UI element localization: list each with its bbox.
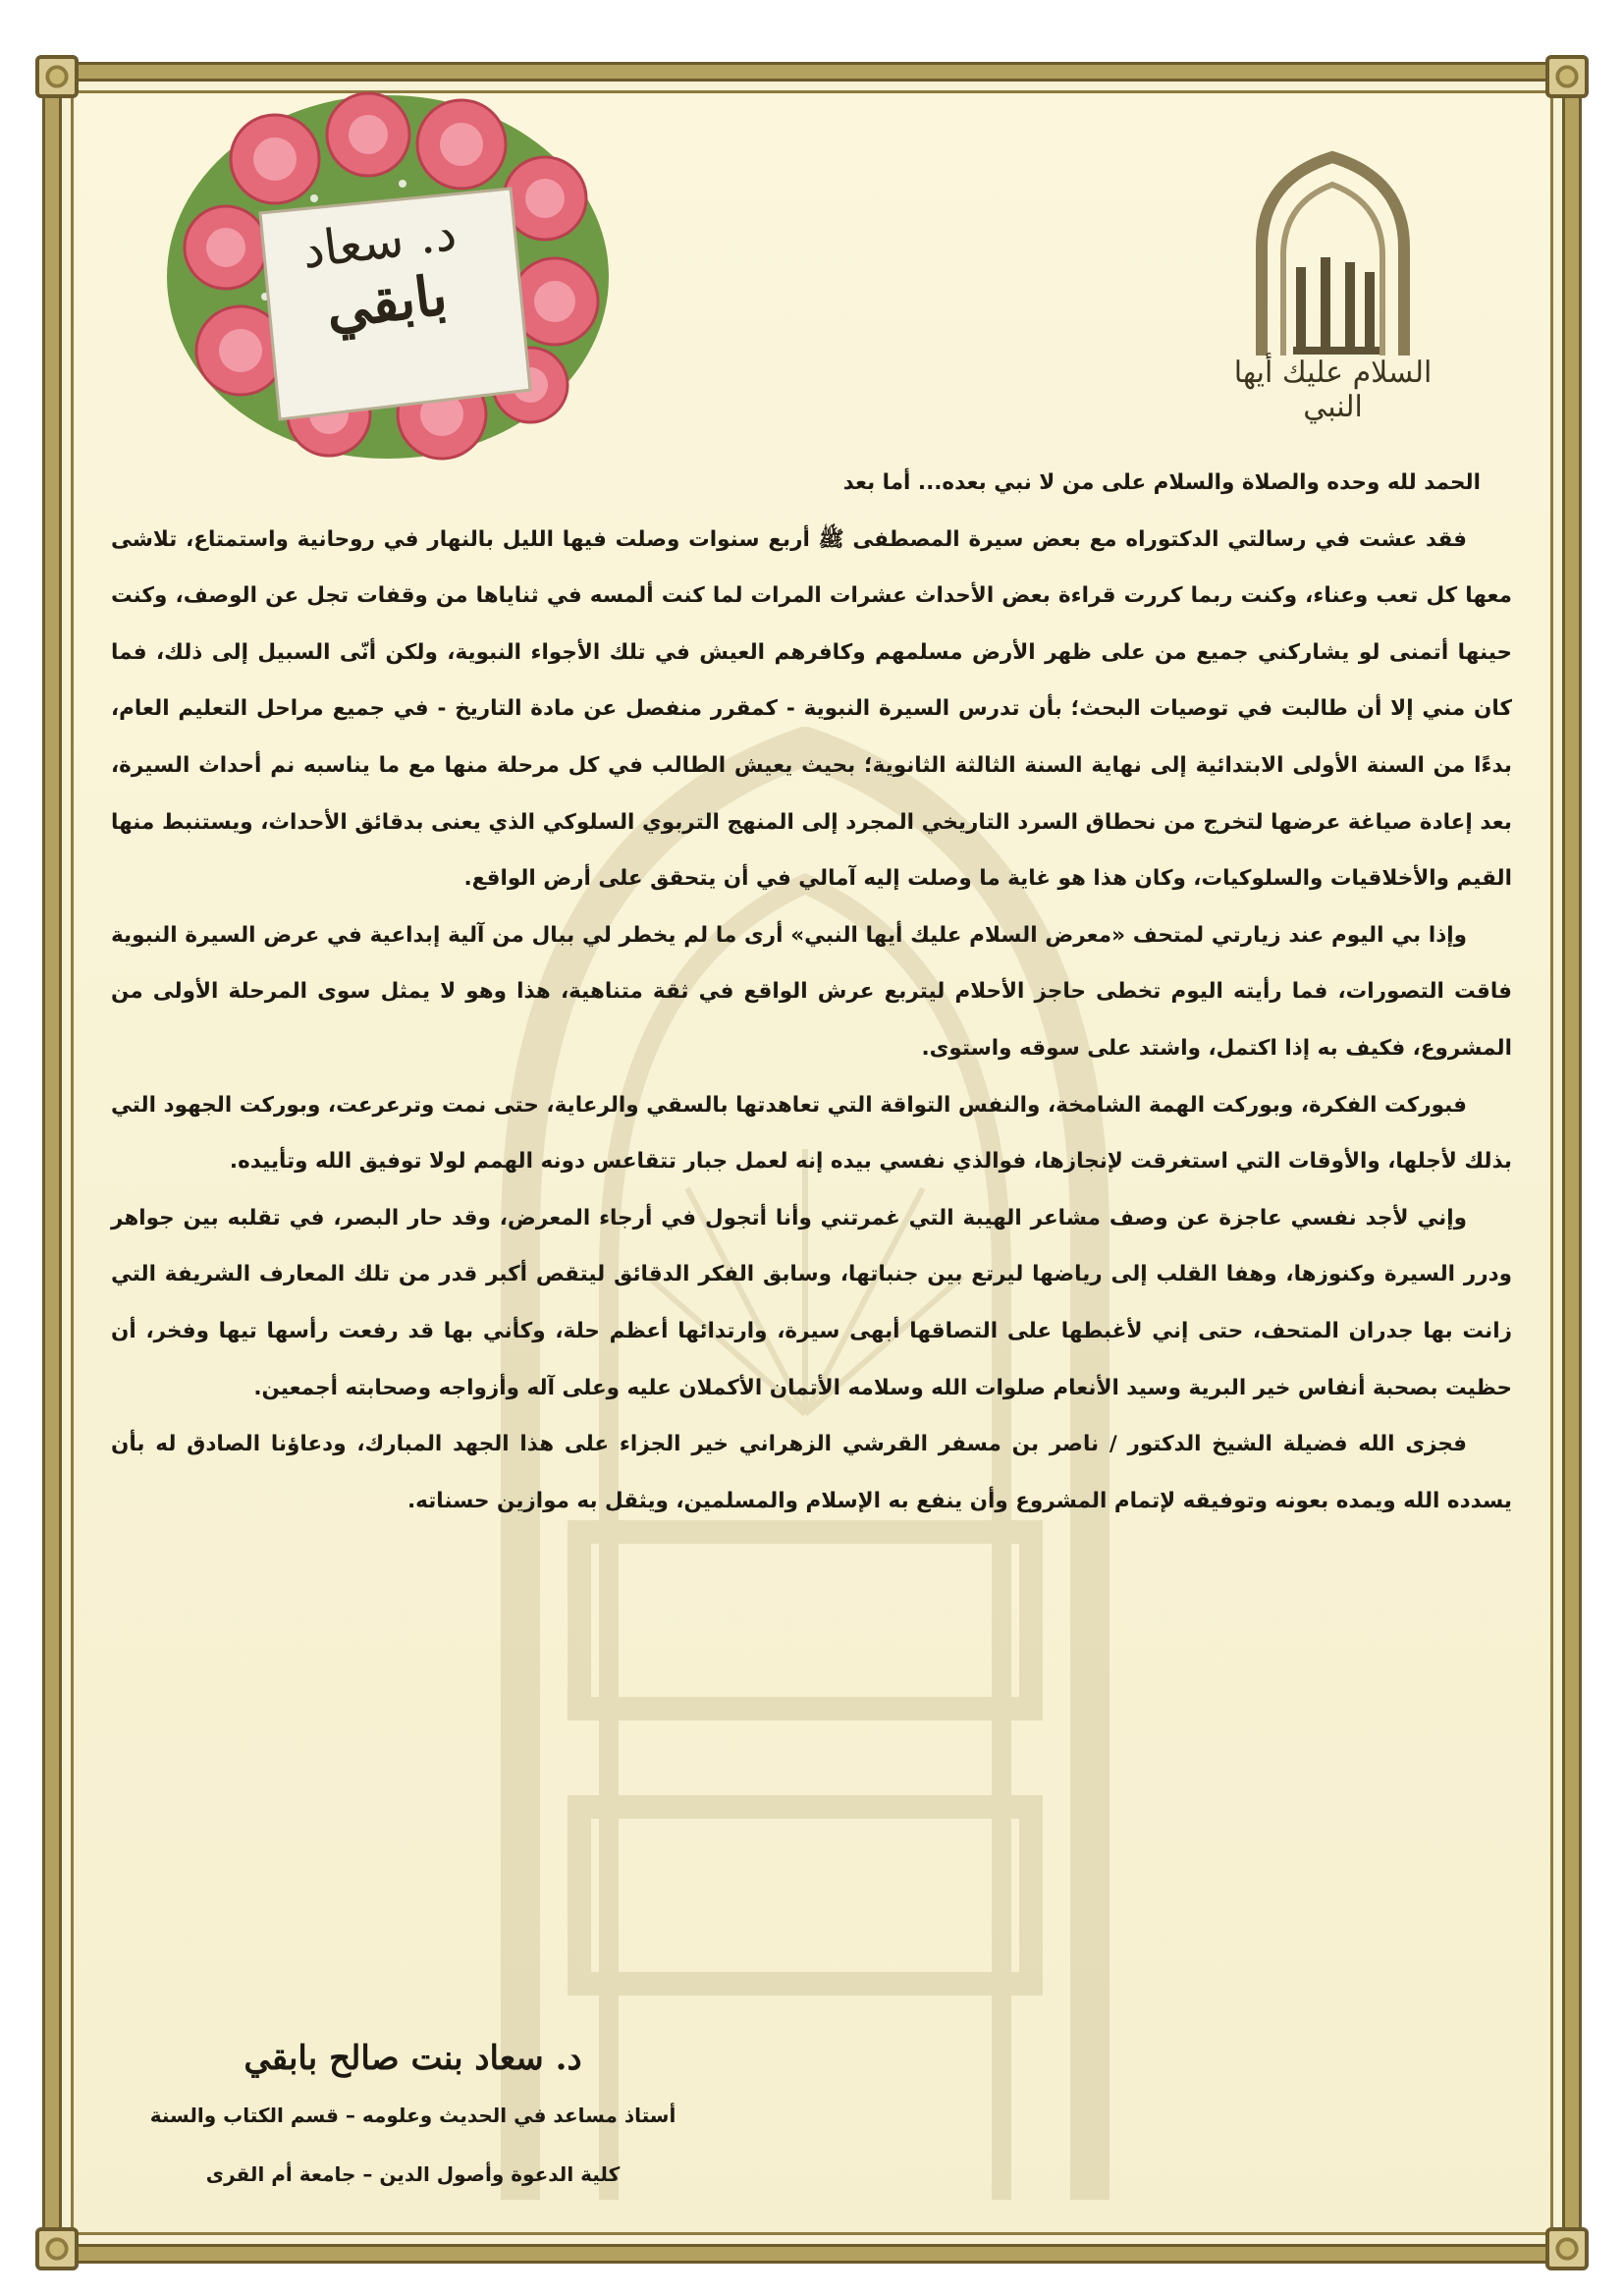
letter-paragraph: وإذا بي اليوم عند زيارتي لمتحف «معرض السلام عليك أيها النبي» أرى ما لم يخطر لي ببال من آلية إبداعية في عرض السيرة النبوية فاقت التصورات، فما رأيته اليوم تخطى حاجز الأحلام ليتربع عرش الواقع في ثقة متناهية، هذا وهو لا يمثل سوى المرحلة الأولى من المشروع، فكيف به إذا اكتمل، واشتد على سوقه واستوى.: [111, 922, 1512, 1061]
signature-block: [111, 2031, 715, 2204]
letter-paragraph: وإني لأجد نفسي عاجزة عن وصف مشاعر الهيبة التي غمرتني وأنا أتجول في أرجاء المعرض، وقد حار البصر، في تقلبه بين جواهر ودرر السيرة وكنوزها، وهفا القلب إلى رياضها ليرتع بين جنباتها، وسابق الفكر الدقائق ليتقص أكبر قدر من تلك المعارف الشريفة التي زانت بها جدران المتحف، حتى إني لأغبطها على التصاقها أبهى سيرة، وارتدائها أعظم حلة، وكأني بها قد رفعت رأسها تيها وفخر، أن حظيت بصحبة أنفاس خير البرية وسيد الأنعام صلوات الله وسلامه الأتمان الأكملان عليه وعلى آله وأزواجه وصحابته أجمعين.: [111, 1205, 1512, 1400]
letter-greeting: الحمد لله وحده والصلاة والسلام على من لا نبي بعده... أما بعد: [842, 470, 1481, 495]
signature-college: كلية الدعوة وأصول الدين – جامعة أم القرى: [205, 2162, 621, 2186]
letter-paragraph: فبوركت الفكرة، وبوركت الهمة الشامخة، والنفس التواقة التي تعاهدتها بالسقي والرعاية، حتى نمت وترعرعت، وبوركت الجهود التي بذلك لأجلها، والأوقات التي استغرقت لإنجازها، فوالذي نفسي بيده إنه لعمل جبار تتقاعس دونه الهمم لولا توفيق الله وتأييده.: [111, 1092, 1512, 1175]
corner-ornament-icon: [1545, 2227, 1589, 2270]
letter-paragraph: فقد عشت في رسالتي الدكتوراه مع بعض سيرة المصطفى ﷺ أربع سنوات وصلت فيها الليل بالنهار في روحانية واستمتاع، تلاشى معها كل تعب وعناء، وكنت ربما كررت قراءة بعض الأحداث عشرات المرات لما كنت ألمسه في ثناياها من وقفات تجل عن الوصف، وكنت حينها أتمنى لو يشاركني جميع من على ظهر الأرض مسلمهم وكافرهم العيش في تلك الأجواء النبوية، ولكن أنّى السبيل إلى ذلك، فما كان مني إلا أن طالبت في توصيات البحث؛ بأن تدرس السيرة النبوية - كمقرر منفصل عن مادة التاريخ - في جميع مراحل التعليم العام، بدءًا من السنة الأولى الابتدائية إلى نهاية السنة الثالثة الثانوية؛ بحيث يعيش الطالب في كل مرحلة منها مع ما يناسبه نم أحداث السيرة، بعد إعادة صياغة عرضها لتخرج من نحطاق السرد التاريخي المجرد إلى المنهج التربوي السلوكي الذي يعنى بدقائق الأحداث، ويستنبط منها القيم والأخلاقيات والسلوكيات، وكان هذا هو غاية ما وصلت إليه آمالي في أن يتحقق على أرض الواقع.: [111, 526, 1512, 892]
corner-ornament-icon: [35, 2227, 79, 2270]
letter-body: [111, 455, 1512, 1529]
signature-title: أستاذ مساعد في الحديث وعلومه – قسم الكتاب والسنة: [149, 2104, 676, 2127]
card-line-2: بابقي: [322, 262, 451, 343]
signature-name: د. سعاد بنت صالح بابقي: [243, 2039, 582, 2078]
corner-ornament-icon: [1545, 55, 1589, 98]
corner-ornament-icon: [35, 55, 79, 98]
letter-paragraph: فجزى الله فضيلة الشيخ الدكتور / ناصر بن مسفر القرشي الزهراني خير الجزاء على هذا الجهد المبارك، ودعاؤنا الصادق له بأن يسدده الله ويمده بعونه وتوفيقه لإتمام المشروع وأن ينفع به الإسلام والمسلمين، ويثقل به موازين حسناته.: [111, 1432, 1512, 1513]
card-line-1: د. سعاد: [298, 203, 460, 280]
logo-caption: السلام عليك أيها النبي: [1233, 355, 1433, 424]
